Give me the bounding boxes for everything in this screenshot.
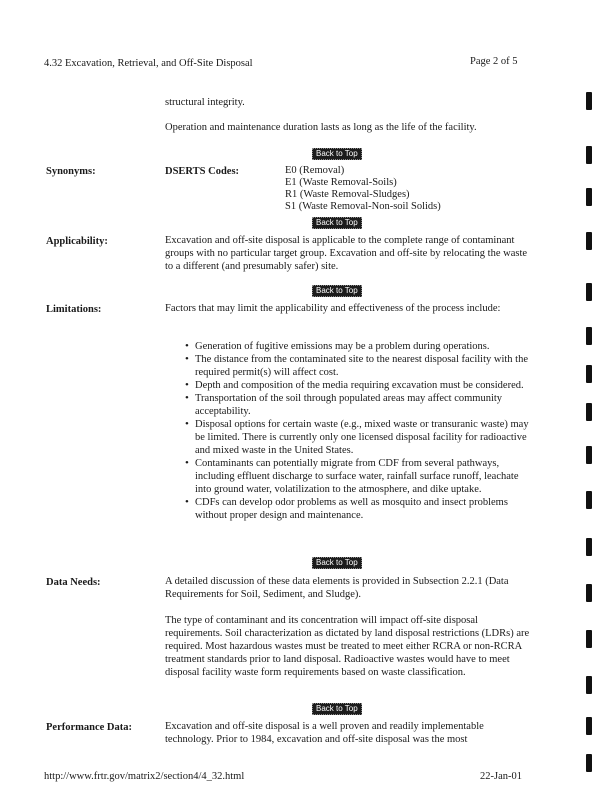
back-to-top-link[interactable]: Back to Top xyxy=(312,285,362,297)
synonyms-label: Synonyms: xyxy=(46,166,96,177)
data-needs-label: Data Needs: xyxy=(46,577,101,588)
performance-data-label: Performance Data: xyxy=(46,722,132,733)
scan-mark xyxy=(586,232,592,250)
list-item: • The distance from the contaminated site to the nearest disposal facility with the required permit(s) will affect cost. xyxy=(183,353,531,379)
scan-mark xyxy=(586,717,592,735)
scan-mark xyxy=(586,365,592,383)
applicability-label: Applicability: xyxy=(46,236,108,247)
back-to-top-link[interactable]: Back to Top xyxy=(312,703,362,715)
page-header-title: 4.32 Excavation, Retrieval, and Off-Site Disposal xyxy=(44,58,253,69)
data-needs-paragraph-2: The type of contaminant and its concentration will impact off-site disposal requirements. Soil characterization as dictated by land disposal restrictions (LDRs) are required. Most hazardous wastes must be treated to meet either RCRA or non-RCRA treatment standards prior to land disposal. Radioactive wastes would have to meet disposal facility waste form requirements based on waste classification. xyxy=(165,615,530,678)
scan-mark xyxy=(586,584,592,602)
intro-line-2: Operation and maintenance duration lasts as long as the life of the facility. xyxy=(165,122,477,133)
page-number: Page 2 of 5 xyxy=(470,56,518,67)
intro-line-1: structural integrity. xyxy=(165,97,245,108)
scan-mark xyxy=(586,676,592,694)
list-item: • Depth and composition of the media requiring excavation must be considered. xyxy=(183,379,531,392)
scan-mark xyxy=(586,92,592,110)
scan-mark xyxy=(586,403,592,421)
back-to-top-link[interactable]: Back to Top xyxy=(312,557,362,569)
applicability-text: Excavation and off-site disposal is applicable to the complete range of contaminant groups with no particular target group. Excavation and off-site by relocating the waste to a different (and presumably safer) site. xyxy=(165,235,528,272)
footer-date: 22-Jan-01 xyxy=(480,771,522,782)
scan-mark xyxy=(586,283,592,301)
scan-mark xyxy=(586,754,592,772)
back-to-top-link[interactable]: Back to Top xyxy=(312,217,362,229)
limitations-intro: Factors that may limit the applicability and effectiveness of the process include: xyxy=(165,303,501,314)
list-item: • Transportation of the soil through populated areas may affect community acceptability. xyxy=(183,392,531,418)
dserts-code: E1 (Waste Removal-Soils) xyxy=(285,177,397,188)
scan-mark xyxy=(586,538,592,556)
limitations-label: Limitations: xyxy=(46,304,102,315)
list-item: • Disposal options for certain waste (e.g., mixed waste or transuranic waste) may be limited. There is currently only one licensed disposal facility for radioactive and mixed waste in the United States. xyxy=(183,418,531,457)
data-needs-paragraph-1: A detailed discussion of these data elements is provided in Subsection 2.2.1 (Data Requirements for Soil, Sediment, and Sludge). xyxy=(165,576,509,600)
dserts-code: E0 (Removal) xyxy=(285,165,345,176)
scan-mark xyxy=(586,630,592,648)
scan-mark xyxy=(586,188,592,206)
dserts-code: R1 (Waste Removal-Sludges) xyxy=(285,189,410,200)
scan-mark xyxy=(586,146,592,164)
list-item: • Generation of fugitive emissions may be a problem during operations. xyxy=(183,340,531,353)
performance-data-text: Excavation and off-site disposal is a well proven and readily implementable technology. Prior to 1984, excavation and off-site disposal was the most xyxy=(165,721,484,745)
footer-url: http://www.frtr.gov/matrix2/section4/4_32.html xyxy=(44,771,245,782)
limitations-list xyxy=(183,340,531,522)
dserts-code-list xyxy=(285,165,441,213)
scan-mark xyxy=(586,327,592,345)
dserts-codes-label: DSERTS Codes: xyxy=(165,166,240,177)
dserts-code: S1 (Waste Removal-Non-soil Solids) xyxy=(285,201,441,212)
list-item: • CDFs can develop odor problems as well as mosquito and insect problems without proper design and maintenance. xyxy=(183,496,531,522)
scan-mark xyxy=(586,446,592,464)
list-item: • Contaminants can potentially migrate from CDF from several pathways, including effluent discharge to surface water, rainfall surface runoff, leachate into ground water, volatilization to the atmosphere, and dike uptake. xyxy=(183,457,531,496)
scan-mark xyxy=(586,491,592,509)
back-to-top-link[interactable]: Back to Top xyxy=(312,148,362,160)
